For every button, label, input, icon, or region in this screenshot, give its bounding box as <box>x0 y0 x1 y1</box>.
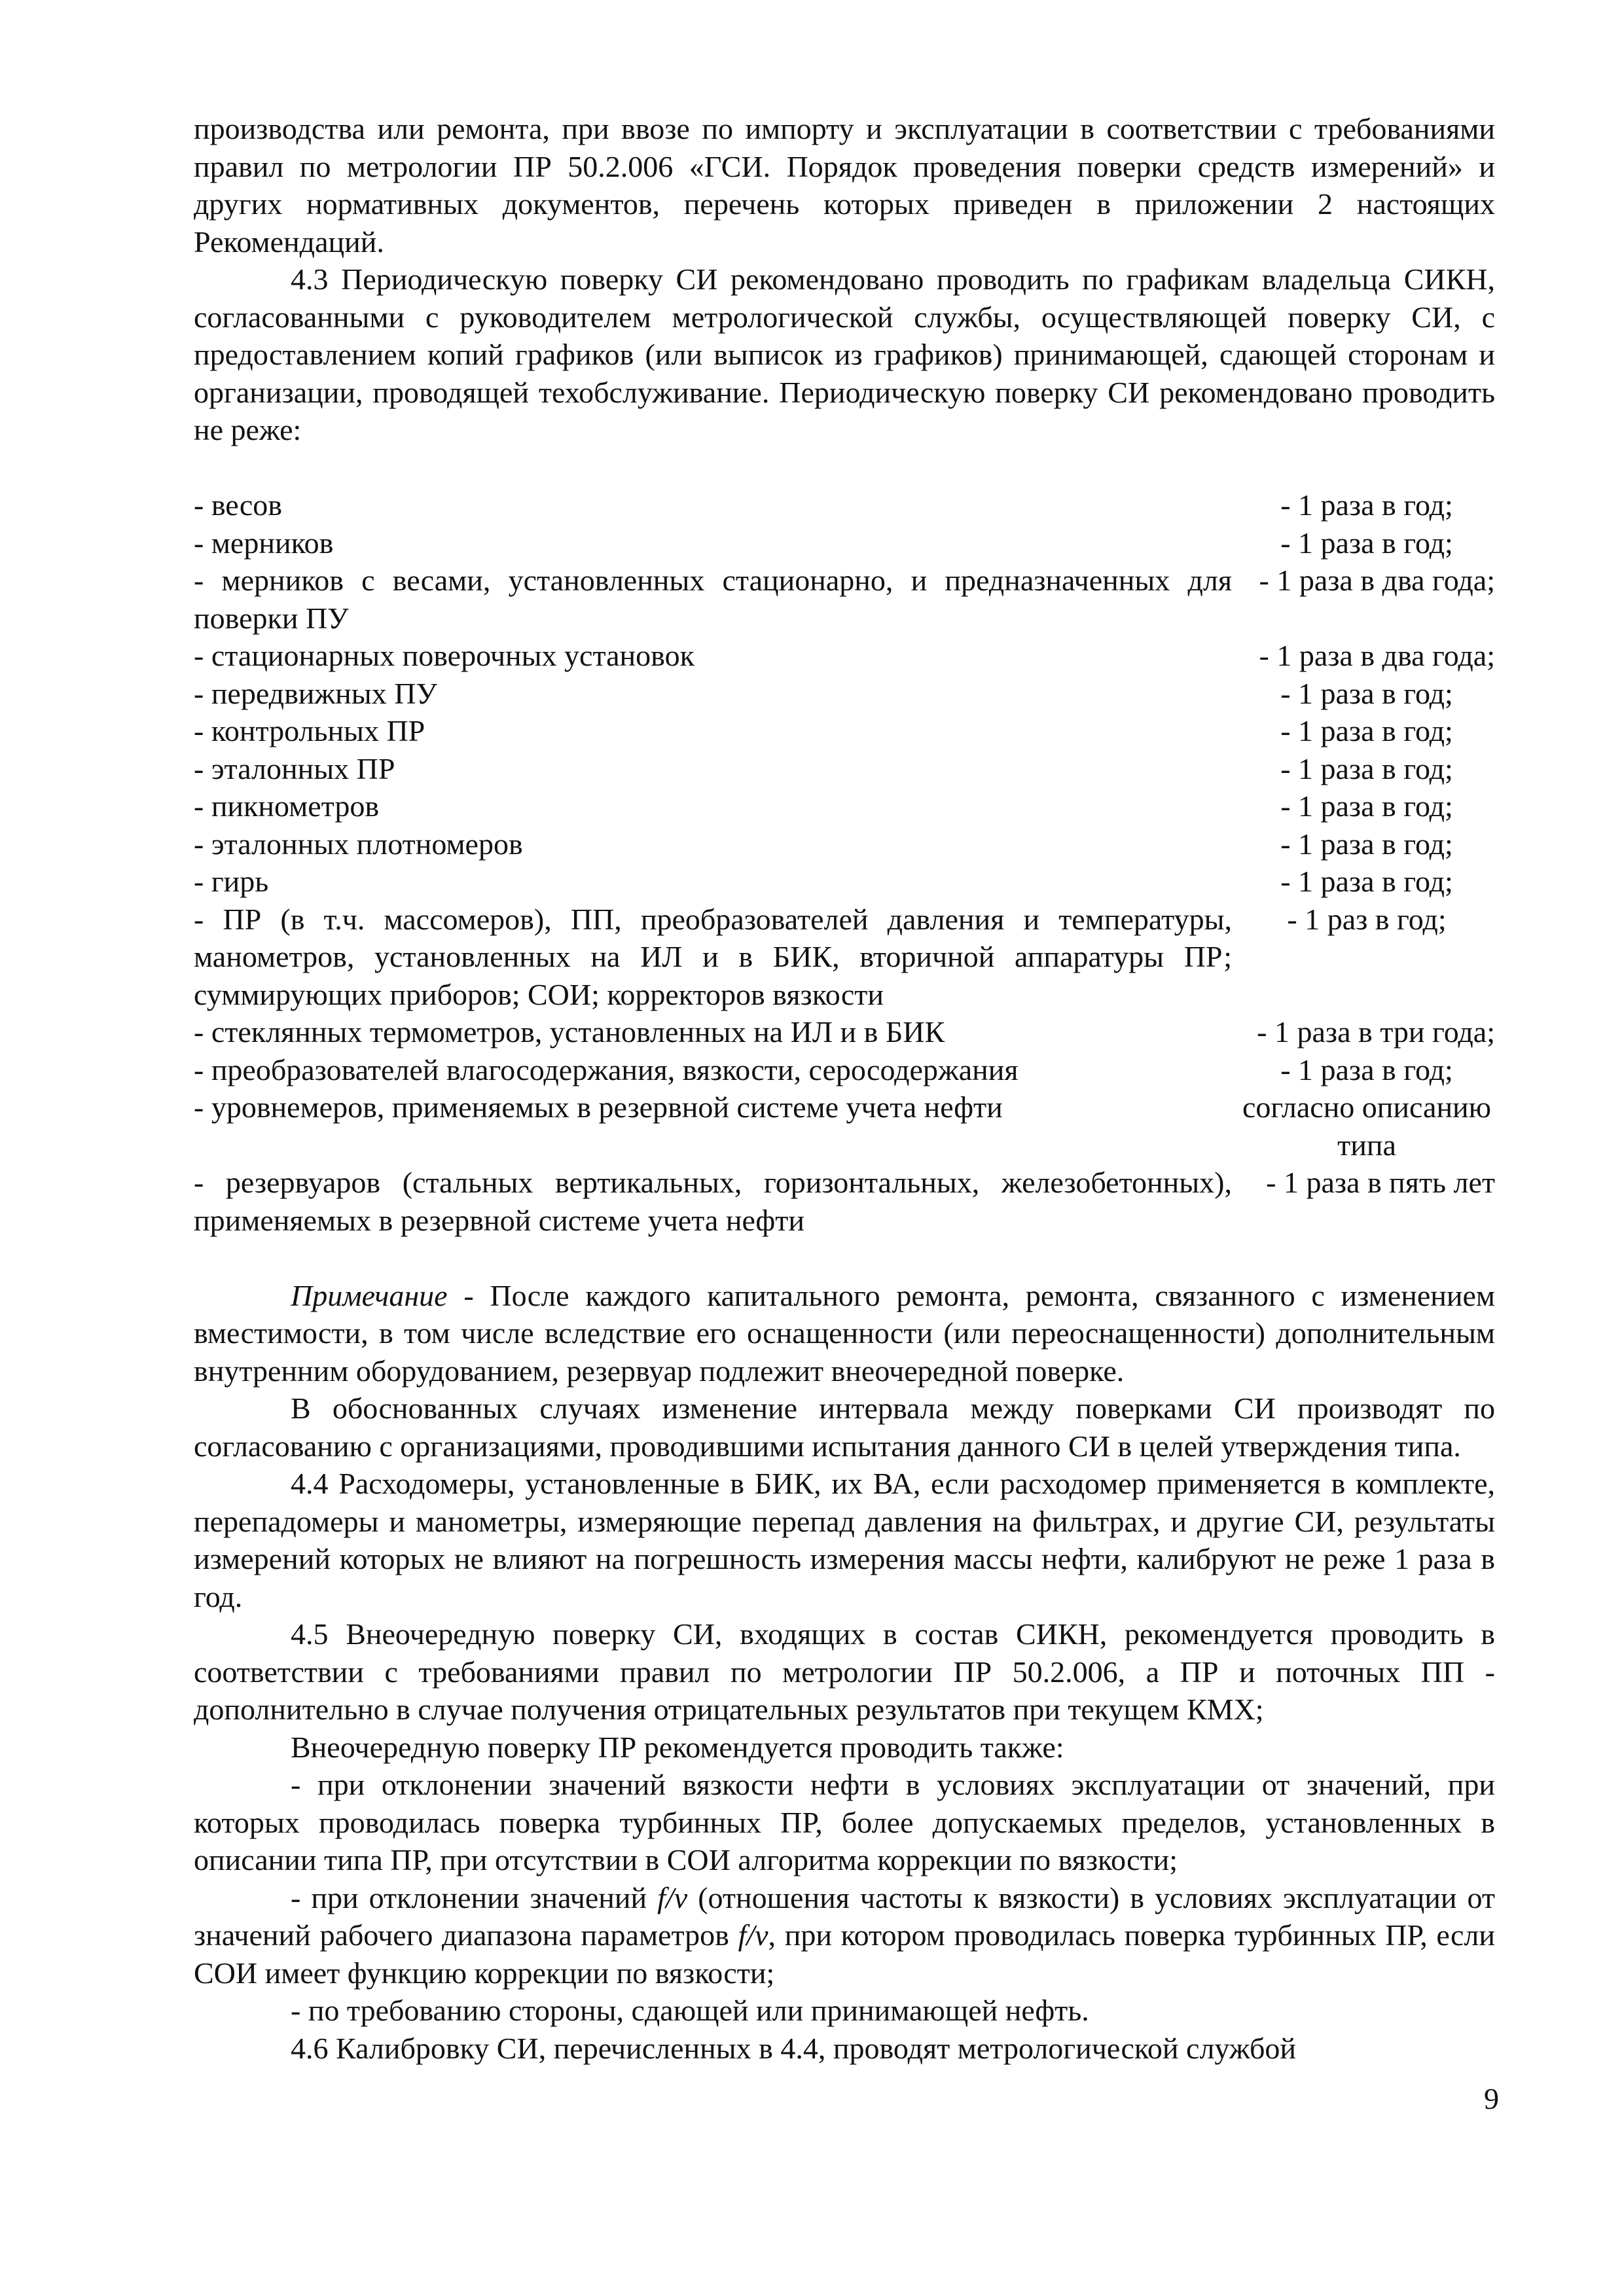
schedule-interval: - 1 раза в три года; <box>1257 1015 1495 1049</box>
schedule-interval: - 1 раза в год; <box>1280 526 1453 560</box>
interval-change-paragraph: В обоснованных случаях изменение интервала между поверками СИ производят по согласованию с организациями, проводившими испытания данного СИ в целей утверждения типа. <box>194 1391 1495 1463</box>
schedule-row <box>194 1013 1495 1051</box>
schedule-interval: согласно описанию типа <box>1242 1090 1492 1162</box>
schedule-item: - мерников <box>194 526 334 560</box>
condition-viscosity-paragraph: - при отклонении значений вязкости нефти в условиях эксплуатации от значений, при которых проводилась поверка турбинных ПР, более допускаемых пределов, установленных в описании типа ПР, при отсутствии в СОИ алгоритма коррекции по вязкости; <box>194 1768 1495 1876</box>
schedule-row <box>194 1164 1495 1239</box>
fv-symbol: f/v <box>738 1918 768 1952</box>
section-4-3-paragraph: 4.3 Периодическую поверку СИ рекомендовано проводить по графикам владельца СИКН, согласованными с руководителем метрологической службы, осуществляющей поверку СИ, с предоставлением копий графиков (или выписок из графиков) принимающей, сдающей сторонам и организации, проводящей техобслуживание. Периодическую поверку СИ рекомендовано проводить не реже: <box>194 262 1495 446</box>
schedule-interval: - 1 раза в пять лет <box>1266 1166 1495 1199</box>
schedule-item: - мерников с весами, установленных стационарно, и предназначенных для поверки ПУ <box>194 564 1232 635</box>
schedule-interval: - 1 раза в год; <box>1280 714 1453 747</box>
schedule-item: - эталонных плотномеров <box>194 827 523 861</box>
verification-schedule-list <box>194 486 1495 1239</box>
schedule-row <box>194 524 1495 562</box>
schedule-item: - резервуаров (стальных вертикальных, горизонтальных, железобетонных), применяемых в резервной системе учета нефти <box>194 1166 1232 1237</box>
schedule-item: - контрольных ПР <box>194 714 425 747</box>
schedule-item: - пикнометров <box>194 789 380 823</box>
section-4-6-paragraph: 4.6 Калибровку СИ, перечисленных в 4.4, проводят метрологической службой <box>291 2031 1296 2065</box>
section-4-5-paragraph: 4.5 Внеочередную поверку СИ, входящих в состав СИКН, рекомендуется проводить в соответствии с требованиями правил по метрологии ПР 50.2.006, а ПР и поточных ПП - дополнительно в случае получения отрицательных результатов при текущем КМХ; <box>194 1617 1495 1726</box>
schedule-item: - уровнемеров, применяемых в резервной системе учета нефти <box>194 1090 1003 1124</box>
schedule-item: - передвижных ПУ <box>194 676 437 710</box>
schedule-interval: - 1 раза в год; <box>1280 488 1453 522</box>
schedule-interval: - 1 раза в два года; <box>1259 564 1495 597</box>
schedule-row <box>194 1088 1495 1164</box>
schedule-item: - стеклянных термометров, установленных на ИЛ и в БИК <box>194 1015 945 1049</box>
schedule-item: - ПР (в т.ч. массомеров), ПП, преобразователей давления и температуры, манометров, установленных на ИЛ и в БИК, вторичной аппаратуры ПР; суммирующих приборов; СОИ; корректоров вязкости <box>194 902 1232 1011</box>
schedule-row <box>194 750 1495 788</box>
condition-request-paragraph: - по требованию стороны, сдающей или принимающей нефть. <box>291 1994 1089 2027</box>
schedule-row <box>194 675 1495 713</box>
schedule-row <box>194 486 1495 524</box>
note-label: Примечание <box>291 1278 448 1312</box>
schedule-row <box>194 863 1495 901</box>
schedule-row <box>194 901 1495 1014</box>
schedule-interval: - 1 раз в год; <box>1287 902 1447 936</box>
schedule-item: - весов <box>194 488 282 522</box>
condition-fv-paragraph <box>194 1879 1495 1992</box>
schedule-item: - преобразователей влагосодержания, вязкости, серосодержания <box>194 1052 1019 1086</box>
schedule-interval: - 1 раза в два года; <box>1259 639 1495 672</box>
schedule-row <box>194 1051 1495 1089</box>
schedule-item: - эталонных ПР <box>194 751 395 785</box>
schedule-row <box>194 562 1495 637</box>
schedule-row <box>194 787 1495 825</box>
schedule-row <box>194 825 1495 863</box>
section-4-4-paragraph: 4.4 Расходомеры, установленные в БИК, их ВА, если расходомер применяется в комплекте, перепадомеры и манометры, измеряющие перепад давления на фильтрах, и другие СИ, результаты измерений которых не влияют на погрешность измерения массы нефти, калибруют не реже 1 раза в год. <box>194 1467 1495 1613</box>
spacer <box>194 1239 1495 1277</box>
schedule-row <box>194 712 1495 750</box>
schedule-item: - стационарных поверочных установок <box>194 639 695 672</box>
intro-continuation-paragraph: производства или ремонта, при ввозе по импорту и эксплуатации в соответствии с требованиями правил по метрологии ПР 50.2.006 «ГСИ. Порядок проведения поверки средств измерений» и других нормативных документов, перечень которых приведен в приложении 2 настоящих Рекомендаций. <box>194 112 1495 259</box>
schedule-interval: - 1 раза в год; <box>1280 789 1453 823</box>
spacer <box>194 449 1495 487</box>
condition-fv-text: , при котором проводилась поверка турбинных ПР, если СОИ имеет функцию коррекции по вязкости; <box>194 1918 1495 1990</box>
note-text: - После каждого капитального ремонта, ремонта, связанного с изменением вместимости, в том числе вследствие его оснащенности (или переоснащенности) дополнительным внутренним оборудованием, резервуар подлежит внеочередной поверке. <box>194 1278 1495 1388</box>
schedule-interval: - 1 раза в год; <box>1280 751 1453 785</box>
schedule-interval: - 1 раза в год; <box>1280 827 1453 861</box>
schedule-interval: - 1 раза в год; <box>1280 865 1453 898</box>
condition-fv-text: - при отклонении значений <box>291 1880 658 1914</box>
page-body <box>194 110 1495 2067</box>
note-paragraph <box>194 1277 1495 1390</box>
fv-symbol: f/v <box>657 1880 688 1914</box>
schedule-interval: - 1 раза в год; <box>1280 676 1453 710</box>
page-number: 9 <box>1484 2082 1499 2115</box>
schedule-row <box>194 637 1495 675</box>
schedule-item: - гирь <box>194 865 269 898</box>
extra-verification-intro: Внеочередную поверку ПР рекомендуется проводить также: <box>291 1730 1064 1764</box>
condition-fv-text: (отношения частоты к вязкости) в условиях эксплуатации от значений рабочего диапазона параметров <box>194 1880 1495 1952</box>
schedule-interval: - 1 раза в год; <box>1280 1052 1453 1086</box>
